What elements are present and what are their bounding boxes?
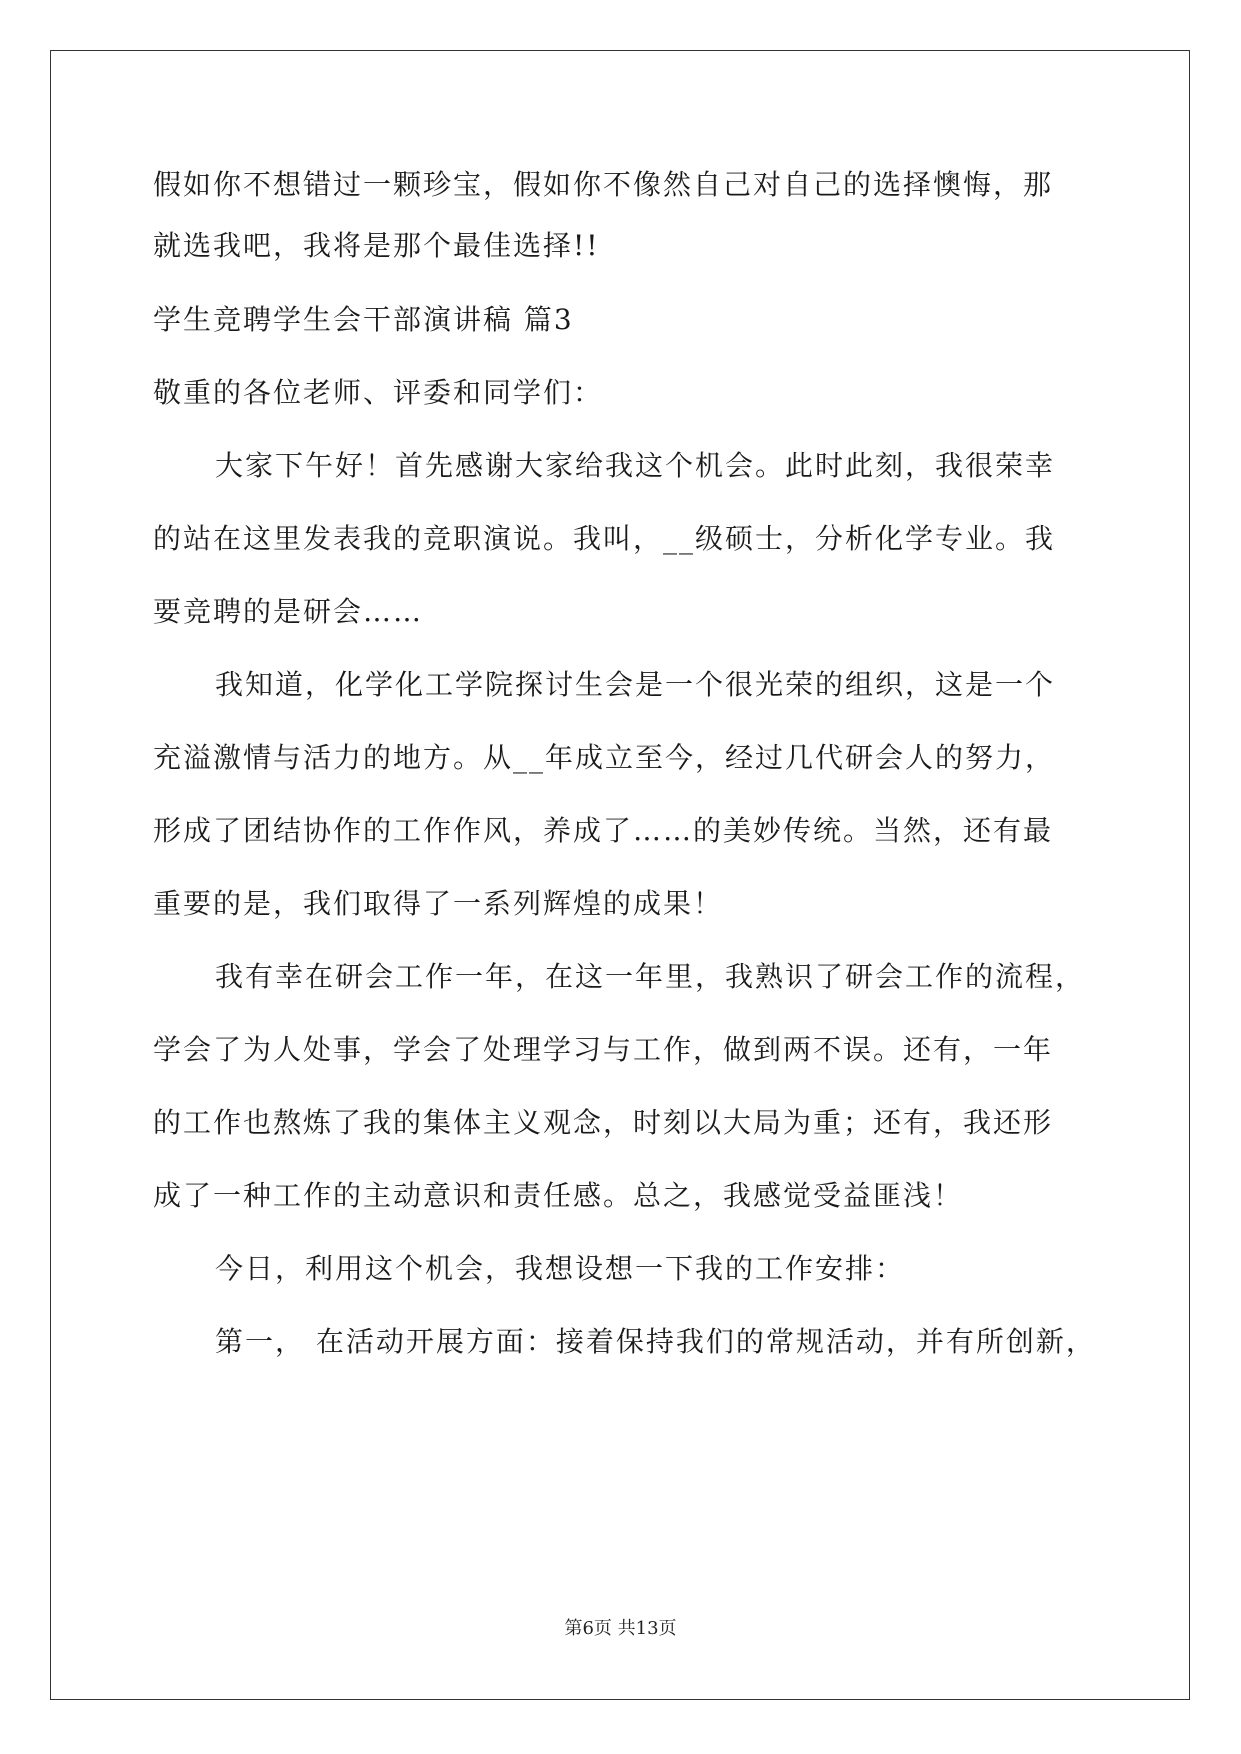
paragraph-line: 要竞聘的是研会…… xyxy=(153,595,424,628)
paragraph-line: 大家下午好！首先感谢大家给我这个机会。此时此刻，我很荣幸 xyxy=(215,449,1056,482)
paragraph-line: 假如你不想错过一颗珍宝，假如你不像然自己对自己的选择懊悔，那 xyxy=(153,168,1054,201)
paragraph-line: 形成了团结协作的工作作风，养成了……的美妙传统。当然，还有最 xyxy=(153,814,1054,847)
paragraph-line: 的工作也熬炼了我的集体主义观念，时刻以大局为重；还有，我还形 xyxy=(153,1106,1054,1139)
paragraph-line: 就选我吧，我将是那个最佳选择!! xyxy=(153,229,600,262)
salutation: 敬重的各位老师、评委和同学们： xyxy=(153,376,604,409)
paragraph-line: 充溢激情与活力的地方。从__年成立至今，经过几代研会人的努力， xyxy=(153,741,1056,774)
paragraph-line: 我有幸在研会工作一年，在这一年里，我熟识了研会工作的流程， xyxy=(215,960,1086,993)
paragraph-line: 的站在这里发表我的竞职演说。我叫，__级硕士，分析化学专业。我 xyxy=(153,522,1056,555)
paragraph-line: 今日，利用这个机会，我想设想一下我的工作安排： xyxy=(215,1252,906,1285)
page-border xyxy=(50,50,1190,1700)
paragraph-line: 学会了为人处事，学会了处理学习与工作，做到两不误。还有，一年 xyxy=(153,1033,1054,1066)
paragraph-line: 成了一种工作的主动意识和责任感。总之，我感觉受益匪浅！ xyxy=(153,1179,964,1212)
section-heading: 学生竞聘学生会干部演讲稿 篇3 xyxy=(153,303,574,336)
paragraph-line: 我知道，化学化工学院探讨生会是一个很光荣的组织，这是一个 xyxy=(215,668,1056,701)
paragraph-line: 第一， 在活动开展方面：接着保持我们的常规活动，并有所创新， xyxy=(215,1325,1096,1358)
page-number-footer: 第6页 共13页 xyxy=(564,1618,677,1639)
paragraph-line: 重要的是，我们取得了一系列辉煌的成果！ xyxy=(153,887,724,920)
